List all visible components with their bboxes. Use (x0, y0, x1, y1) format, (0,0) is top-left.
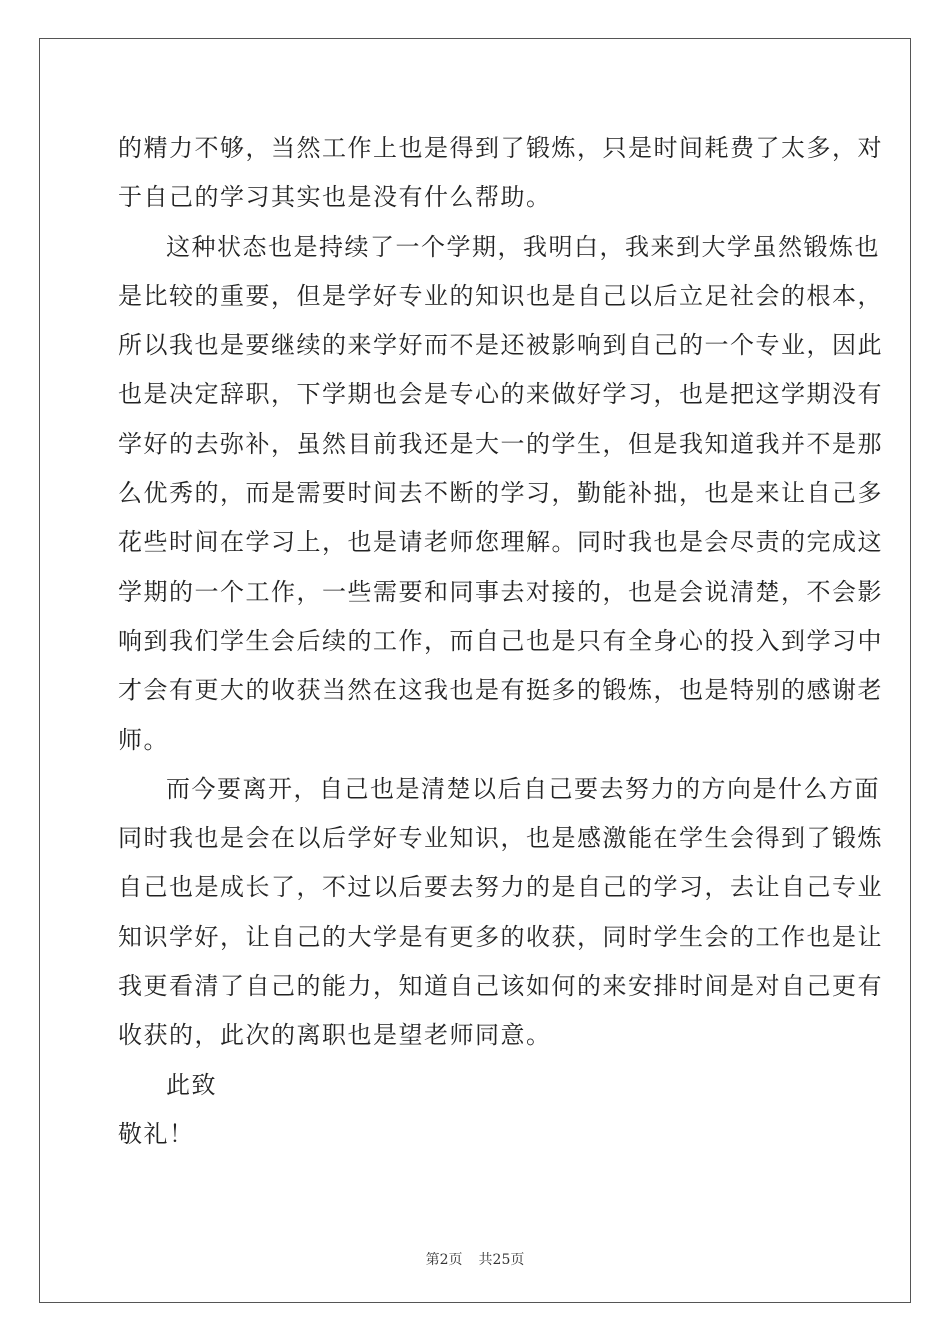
text-line: 学好的去弥补，虽然目前我还是大一的学生，但是我知道我并不是那 (118, 429, 883, 458)
text-line: 花些时间在学习上，也是请老师您理解。同时我也是会尽责的完成这 (118, 528, 883, 557)
text-line: 这种状态也是持续了一个学期，我明白，我来到大学虽然锻炼也 (166, 232, 880, 261)
text-line: 也是决定辞职，下学期也会是专心的来做好学习，也是把这学期没有 (118, 380, 883, 409)
text-line: 而今要离开，自己也是清楚以后自己要去努力的方向是什么方面 (166, 774, 880, 803)
text-line: 所以我也是要继续的来学好而不是还被影响到自己的一个专业，因此 (118, 331, 883, 360)
text-line: 此致 (166, 1070, 217, 1099)
page-footer (0, 1249, 950, 1269)
text-line: 才会有更大的收获当然在这我也是有挺多的锻炼，也是特别的感谢老 (118, 676, 883, 705)
text-line: 知识学好，让自己的大学是有更多的收获，同时学生会的工作也是让 (118, 922, 883, 951)
text-line: 自己也是成长了，不过以后要去努力的是自己的学习，去让自己专业 (118, 873, 883, 902)
total-pages-label: 共25页 (478, 1252, 525, 1268)
text-line: 是比较的重要，但是学好专业的知识也是自己以后立足社会的根本， (118, 281, 883, 310)
text-line: 么优秀的，而是需要时间去不断的学习，勤能补拙，也是来让自己多 (118, 479, 883, 508)
text-line: 响到我们学生会后续的工作，而自己也是只有全身心的投入到学习中 (118, 626, 883, 655)
text-line: 学期的一个工作，一些需要和同事去对接的，也是会说清楚，不会影 (118, 577, 883, 606)
text-line: 同时我也是会在以后学好专业知识，也是感激能在学生会得到了锻炼 (118, 824, 883, 853)
text-line: 我更看清了自己的能力，知道自己该如何的来安排时间是对自己更有 (118, 972, 883, 1001)
text-line: 的精力不够，当然工作上也是得到了锻炼，只是时间耗费了太多，对 (118, 134, 883, 162)
text-line: 于自己的学习其实也是没有什么帮助。 (118, 183, 552, 212)
text-line: 师。 (118, 725, 169, 754)
text-line: 收获的，此次的离职也是望老师同意。 (118, 1021, 552, 1050)
text-line: 敬礼！ (118, 1119, 195, 1148)
letter-body (118, 124, 883, 1159)
current-page-label: 第2页 (425, 1252, 463, 1268)
